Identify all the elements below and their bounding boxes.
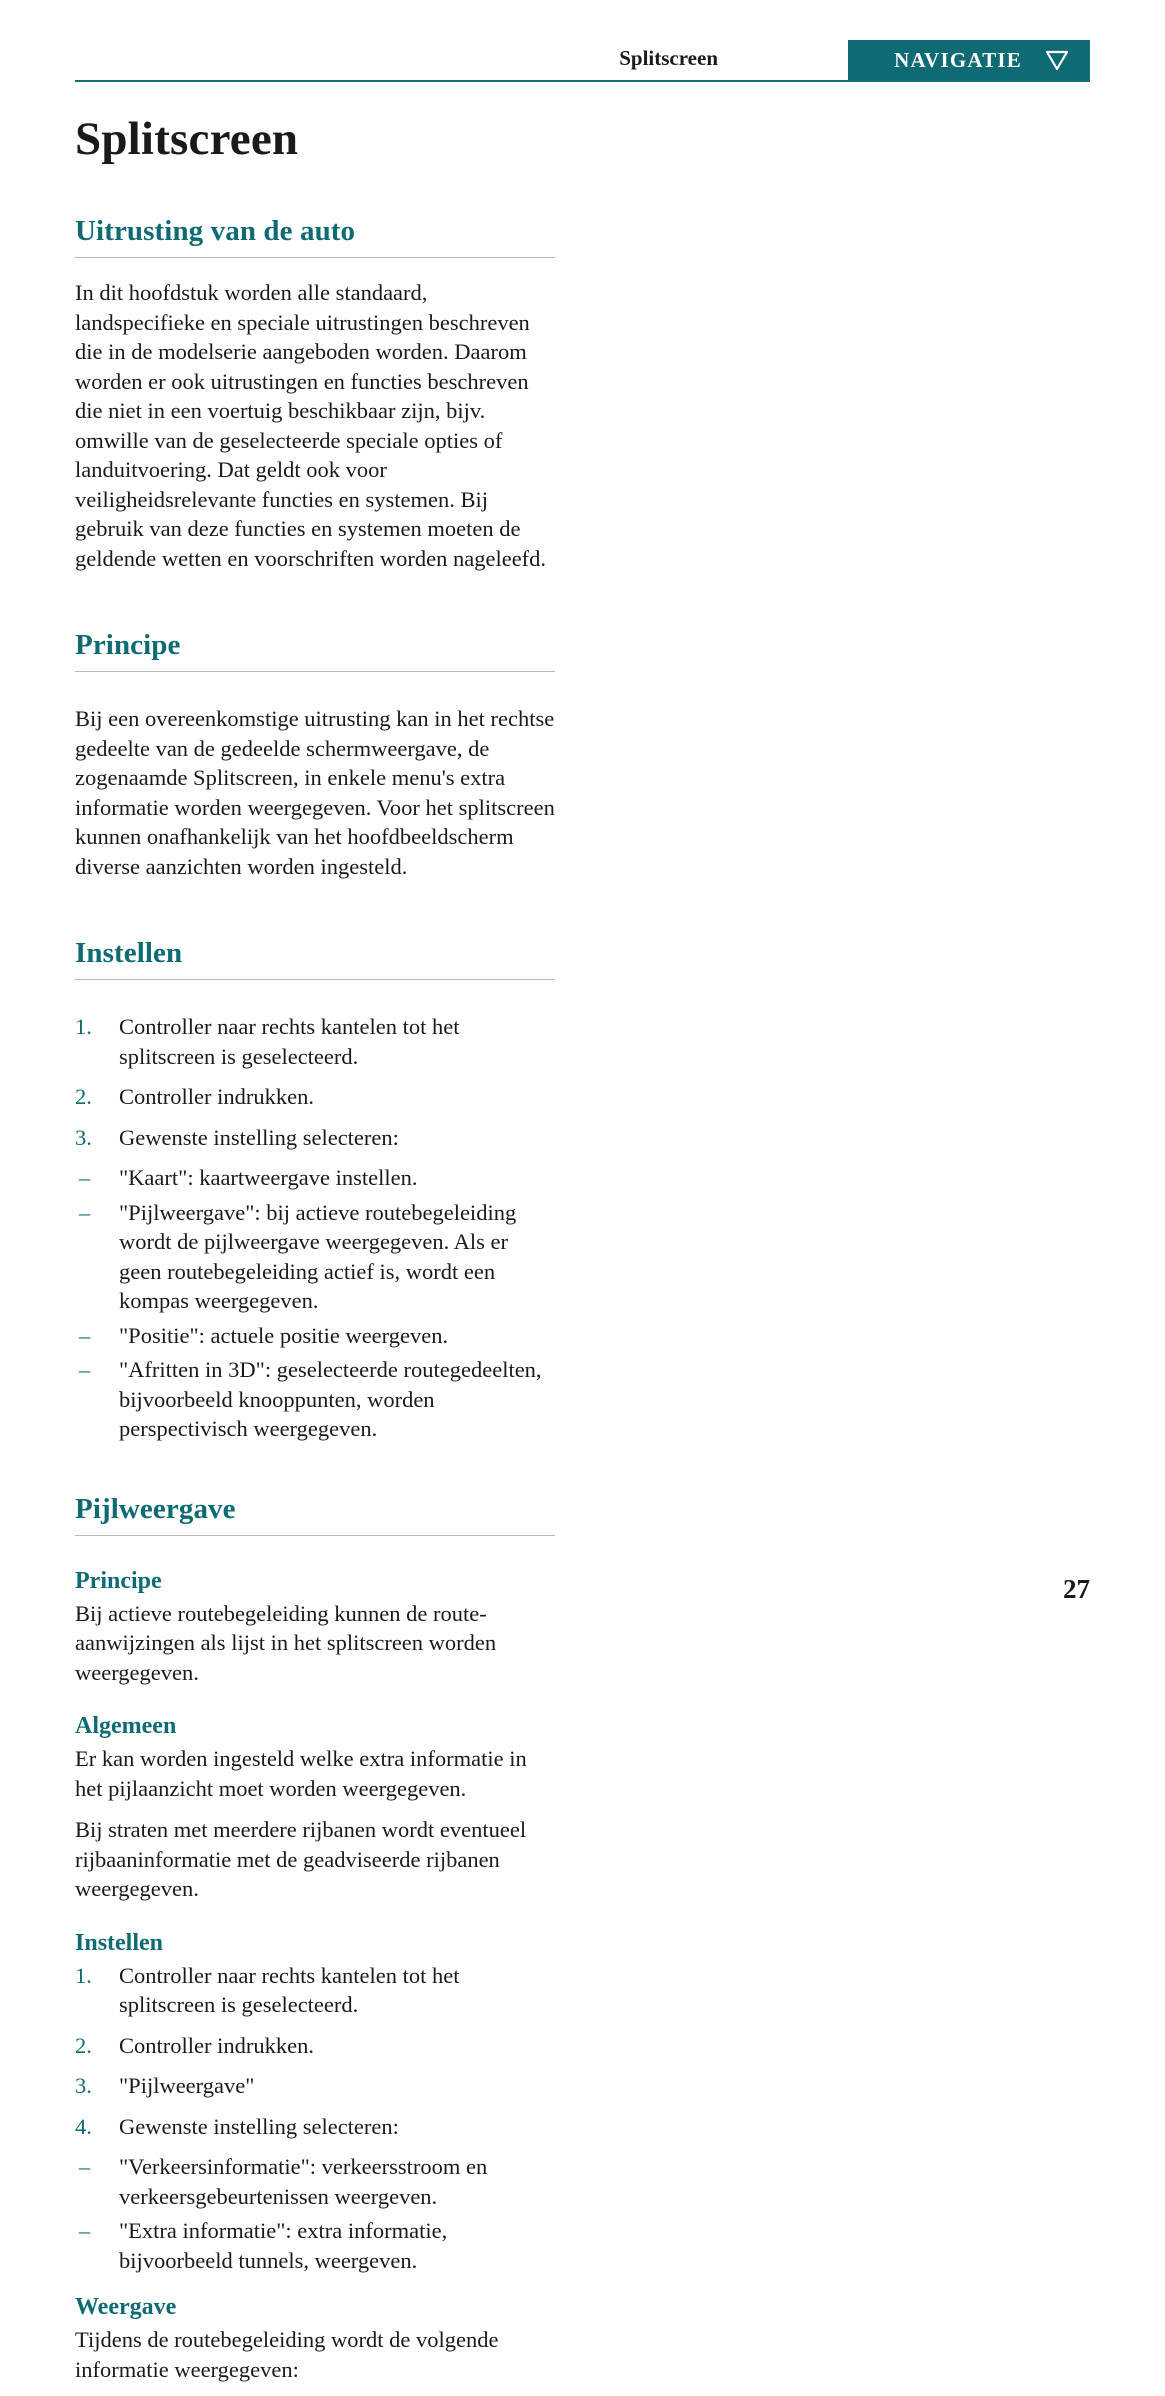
instellen-left-substeps <box>75 1163 555 1316</box>
paragraph-principe-left: Bij een overeenkomstige uitrusting kan in het rechtse gedeelte van de gedeelde schermweergave, de zogenaamde Splitscreen, in enkele menu's extra informatie worden weergegeven. Voor het splitscreen kunnen onafhankelijk van het hoofdbeeldscherm diverse aanzichten worden ingesteld. <box>75 704 555 881</box>
spacer <box>75 264 555 278</box>
list-number: 2. <box>75 2031 92 2061</box>
header-chapter-tab <box>848 40 1090 80</box>
paragraph-principe-right: Bij actieve routebegeleiding kunnen de route-aanwijzingen als lijst in het splitscreen worden weergegeven. <box>75 1599 555 1688</box>
heading-pijlweergave: Pijlweergave <box>75 1493 555 1536</box>
page-header <box>75 40 1090 82</box>
list-dash: – <box>79 1321 90 1351</box>
paragraph-uitrusting: In dit hoofdstuk worden alle standaard, landspecifieke en speciale uitrustingen beschreven die in de modelserie aangeboden worden. Daarom worden er ook uitrustingen en functies beschreven die niet in een voertuig beschikbaar zijn, bijv. omwille van de geselecteerde speciale opties of landuitvoering. Dat geldt ook voor veiligheidsrelevante functies en systemen. Bij gebruik van deze functies en systemen moeten de geldende wetten en voorschriften worden nageleefd. <box>75 278 555 573</box>
list-number: 1. <box>75 1961 92 1991</box>
spacer <box>75 893 555 937</box>
header-divider <box>75 80 1090 82</box>
list-text: Controller indrukken. <box>119 1084 314 1109</box>
list-text: "Extra informatie": extra informatie, bijvoorbeeld tunnels, weergeven. <box>119 2218 447 2273</box>
list-text: "Positie": actuele positie weergeven. <box>119 1323 448 1348</box>
heading-instellen-right: Instellen <box>75 1930 555 1957</box>
page-title: Splitscreen <box>75 112 298 166</box>
list-text: Controller naar rechts kantelen tot het splitscreen is geselecteerd. <box>119 1963 460 2018</box>
list-item <box>75 1012 555 1071</box>
continued-substeps <box>75 1321 555 1444</box>
heading-instellen-left: Instellen <box>75 937 555 980</box>
instellen-right-steps <box>75 1961 555 2142</box>
heading-principe-left: Principe <box>75 629 555 672</box>
list-number: 3. <box>75 2071 92 2101</box>
spacer <box>75 1542 555 1568</box>
spacer <box>75 678 555 704</box>
list-dash: – <box>79 1198 90 1228</box>
left-column <box>75 215 555 1321</box>
list-dash: – <box>79 1163 90 1193</box>
heading-principe-right: Principe <box>75 1568 555 1595</box>
list-text: Controller indrukken. <box>119 2033 314 2058</box>
list-item <box>75 1082 555 1112</box>
navigation-arrow-icon <box>1044 47 1070 73</box>
spacer <box>75 1916 555 1930</box>
list-item <box>75 1961 555 2020</box>
list-item <box>75 2152 555 2211</box>
list-text: "Pijlweergave": bij actieve routebegeleiding wordt de pijlweergave weergegeven. Als er geen routebegeleiding actief is, wordt een kompas weergegeven. <box>119 1200 516 1314</box>
list-text: "Verkeersinformatie": verkeersstroom en verkeersgebeurtenissen weergeven. <box>119 2154 487 2209</box>
spacer <box>75 986 555 1012</box>
spacer <box>75 585 555 629</box>
list-number: 1. <box>75 1012 92 1042</box>
list-item <box>75 2031 555 2061</box>
list-item <box>75 1198 555 1316</box>
spacer <box>75 1449 555 1493</box>
heading-weergave: Weergave <box>75 2294 555 2321</box>
heading-uitrusting-van-de-auto: Uitrusting van de auto <box>75 215 555 258</box>
list-text: "Pijlweergave" <box>119 2073 254 2098</box>
header-section-title: Splitscreen <box>619 46 718 71</box>
spacer <box>75 2280 555 2294</box>
list-text: Gewenste instelling selecteren: <box>119 1125 399 1150</box>
list-item <box>75 2216 555 2275</box>
right-column <box>75 1321 555 2396</box>
list-item <box>75 1321 555 1351</box>
list-item <box>75 1163 555 1193</box>
list-item <box>75 2071 555 2101</box>
list-dash: – <box>79 2216 90 2246</box>
list-dash: – <box>79 1355 90 1385</box>
header-chapter-label: NAVIGATIE <box>894 48 1022 73</box>
list-number: 3. <box>75 1123 92 1153</box>
list-number: 4. <box>75 2112 92 2142</box>
heading-algemeen: Algemeen <box>75 1713 555 1740</box>
list-item <box>75 1355 555 1444</box>
list-text: "Kaart": kaartweergave instellen. <box>119 1165 417 1190</box>
content-columns <box>75 215 1090 2396</box>
paragraph-algemeen-1: Er kan worden ingesteld welke extra informatie in het pijlaanzicht moet worden weergegeven. <box>75 1744 555 1803</box>
instellen-right-substeps <box>75 2152 555 2275</box>
list-item <box>75 1123 555 1153</box>
list-text: Gewenste instelling selecteren: <box>119 2114 399 2139</box>
instellen-left-steps <box>75 1012 555 1152</box>
spacer <box>75 1699 555 1713</box>
list-text: "Afritten in 3D": geselecteerde routegedeelten, bijvoorbeeld knooppunten, worden perspectivisch weergegeven. <box>119 1357 542 1441</box>
list-number: 2. <box>75 1082 92 1112</box>
list-dash: – <box>79 2152 90 2182</box>
page-number: 27 <box>1063 1574 1090 1605</box>
list-text: Controller naar rechts kantelen tot het splitscreen is geselecteerd. <box>119 1014 460 1069</box>
list-item <box>75 2112 555 2142</box>
paragraph-algemeen-2: Bij straten met meerdere rijbanen wordt eventueel rijbaaninformatie met de geadviseerde rijbanen weergegeven. <box>75 1815 555 1904</box>
paragraph-weergave: Tijdens de routebegeleiding wordt de volgende informatie weergegeven: <box>75 2325 555 2384</box>
